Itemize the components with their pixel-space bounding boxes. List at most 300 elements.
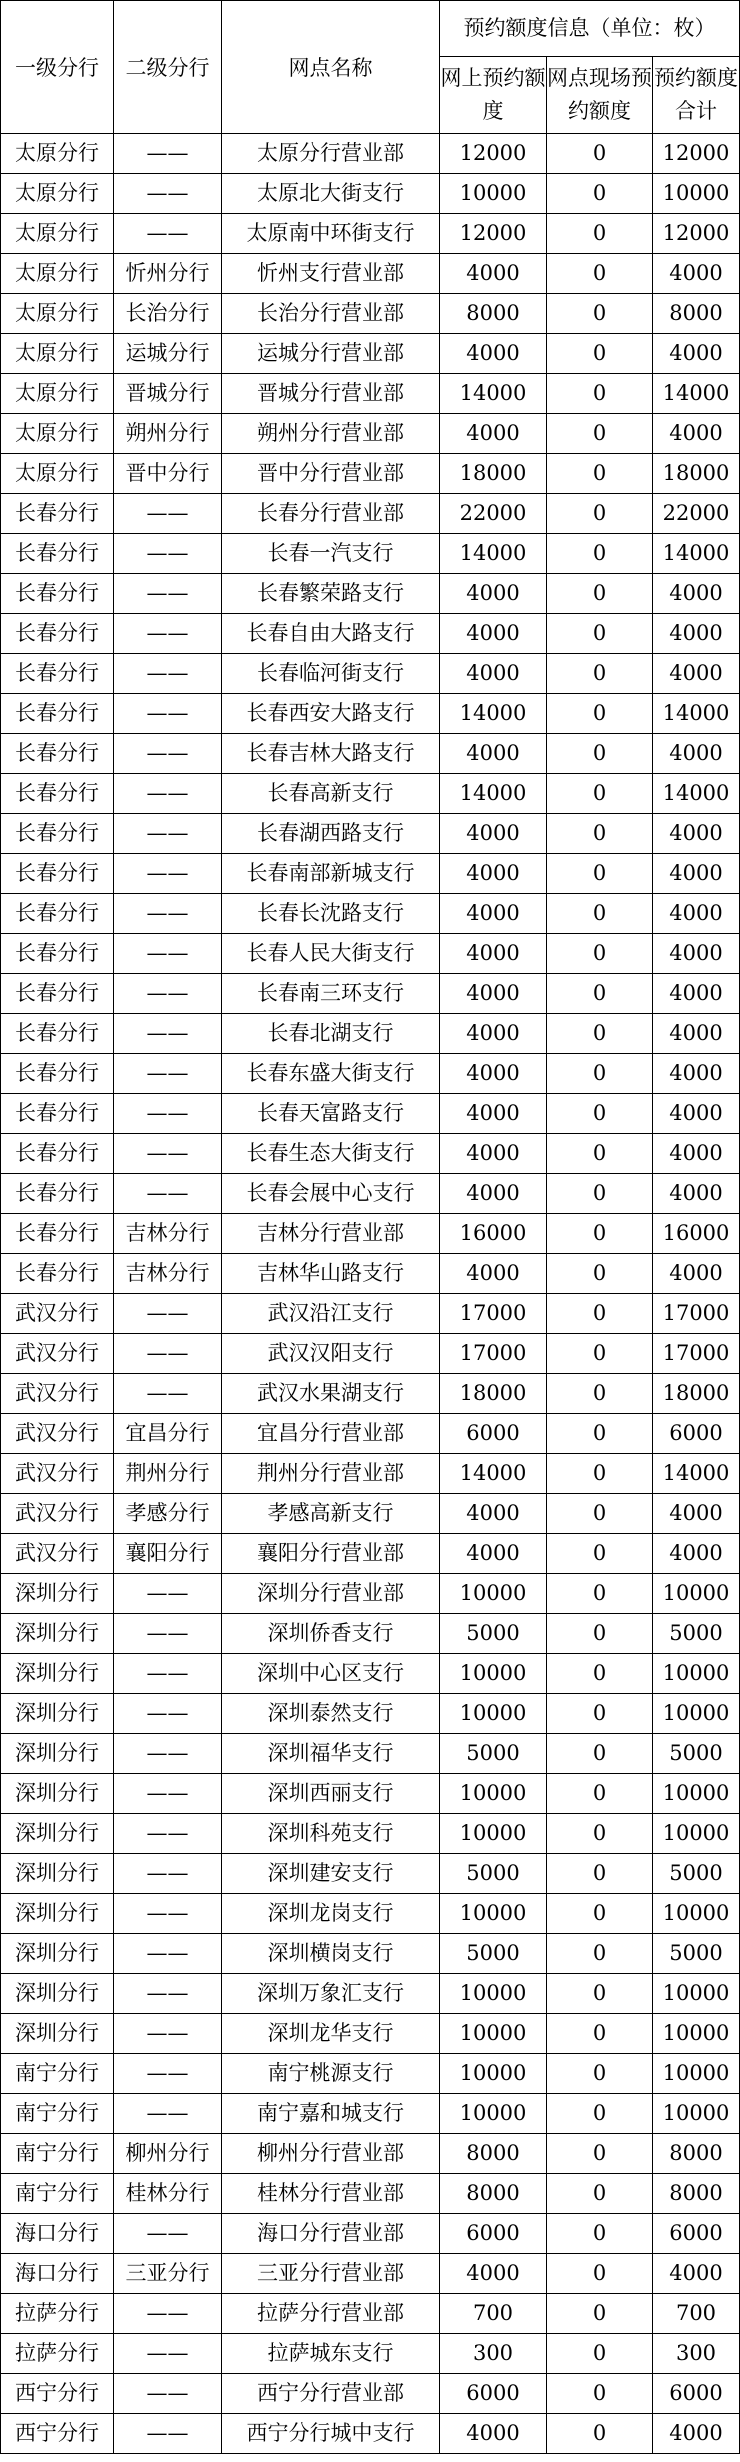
table-row: [1, 1294, 740, 1334]
cell-level2-branch: ——: [114, 1134, 222, 1174]
cell-total-quota: 17000: [653, 1334, 740, 1374]
cell-onsite-quota: 0: [547, 1214, 653, 1254]
cell-level1-branch: 长春分行: [1, 814, 114, 854]
cell-outlet-name: 长春高新支行: [222, 774, 440, 814]
cell-online-quota: 10000: [440, 1694, 547, 1734]
cell-outlet-name: 桂林分行营业部: [222, 2174, 440, 2214]
cell-online-quota: 4000: [440, 934, 547, 974]
table-row: [1, 214, 740, 254]
cell-level2-branch: ——: [114, 1174, 222, 1214]
cell-onsite-quota: 0: [547, 1614, 653, 1654]
table-row: [1, 2014, 740, 2054]
cell-level1-branch: 西宁分行: [1, 2414, 114, 2454]
cell-level2-branch: ——: [114, 2334, 222, 2374]
cell-level1-branch: 长春分行: [1, 774, 114, 814]
cell-level1-branch: 长春分行: [1, 694, 114, 734]
cell-online-quota: 4000: [440, 414, 547, 454]
cell-level1-branch: 武汉分行: [1, 1454, 114, 1494]
table-row: [1, 1454, 740, 1494]
cell-outlet-name: 深圳横岗支行: [222, 1934, 440, 1974]
cell-level2-branch: ——: [114, 1614, 222, 1654]
cell-onsite-quota: 0: [547, 1054, 653, 1094]
cell-level1-branch: 太原分行: [1, 174, 114, 214]
cell-level2-branch: ——: [114, 1814, 222, 1854]
cell-total-quota: 700: [653, 2294, 740, 2334]
cell-onsite-quota: 0: [547, 1294, 653, 1334]
cell-level1-branch: 深圳分行: [1, 1814, 114, 1854]
cell-total-quota: 10000: [653, 1694, 740, 1734]
table-row: [1, 574, 740, 614]
cell-total-quota: 4000: [653, 734, 740, 774]
cell-level1-branch: 长春分行: [1, 894, 114, 934]
cell-level2-branch: ——: [114, 1934, 222, 1974]
cell-onsite-quota: 0: [547, 2214, 653, 2254]
cell-total-quota: 8000: [653, 2134, 740, 2174]
cell-online-quota: 4000: [440, 1494, 547, 1534]
table-row: [1, 2254, 740, 2294]
cell-level1-branch: 深圳分行: [1, 1654, 114, 1694]
cell-outlet-name: 襄阳分行营业部: [222, 1534, 440, 1574]
cell-outlet-name: 拉萨城东支行: [222, 2334, 440, 2374]
cell-level2-branch: 荆州分行: [114, 1454, 222, 1494]
cell-level2-branch: ——: [114, 174, 222, 214]
table-row: [1, 1774, 740, 1814]
cell-level1-branch: 深圳分行: [1, 1974, 114, 2014]
cell-level1-branch: 长春分行: [1, 934, 114, 974]
cell-level1-branch: 深圳分行: [1, 2014, 114, 2054]
cell-online-quota: 4000: [440, 1534, 547, 1574]
table-row: [1, 1734, 740, 1774]
cell-outlet-name: 长春一汽支行: [222, 534, 440, 574]
table-row: [1, 2414, 740, 2454]
cell-level2-branch: ——: [114, 974, 222, 1014]
cell-total-quota: 18000: [653, 1374, 740, 1414]
cell-level2-branch: 运城分行: [114, 334, 222, 374]
cell-level2-branch: ——: [114, 1974, 222, 2014]
cell-onsite-quota: 0: [547, 1414, 653, 1454]
cell-outlet-name: 晋城分行营业部: [222, 374, 440, 414]
cell-online-quota: 10000: [440, 2094, 547, 2134]
cell-level2-branch: ——: [114, 2294, 222, 2334]
table-row: [1, 614, 740, 654]
cell-level2-branch: 忻州分行: [114, 254, 222, 294]
table-row: [1, 294, 740, 334]
cell-onsite-quota: 0: [547, 2374, 653, 2414]
cell-onsite-quota: 0: [547, 1094, 653, 1134]
cell-onsite-quota: 0: [547, 694, 653, 734]
cell-outlet-name: 长春临河街支行: [222, 654, 440, 694]
cell-online-quota: 6000: [440, 1414, 547, 1454]
cell-outlet-name: 深圳万象汇支行: [222, 1974, 440, 2014]
cell-online-quota: 10000: [440, 174, 547, 214]
cell-online-quota: 17000: [440, 1294, 547, 1334]
cell-level1-branch: 长春分行: [1, 654, 114, 694]
header-level1-branch: 一级分行: [1, 1, 114, 134]
cell-onsite-quota: 0: [547, 2254, 653, 2294]
cell-outlet-name: 长春生态大街支行: [222, 1134, 440, 1174]
cell-onsite-quota: 0: [547, 254, 653, 294]
cell-outlet-name: 长春南三环支行: [222, 974, 440, 1014]
cell-onsite-quota: 0: [547, 1734, 653, 1774]
cell-onsite-quota: 0: [547, 1334, 653, 1374]
table-row: [1, 854, 740, 894]
cell-level2-branch: ——: [114, 1694, 222, 1734]
cell-online-quota: 10000: [440, 1894, 547, 1934]
cell-level1-branch: 西宁分行: [1, 2374, 114, 2414]
cell-total-quota: 4000: [653, 1254, 740, 1294]
cell-level2-branch: ——: [114, 534, 222, 574]
cell-outlet-name: 柳州分行营业部: [222, 2134, 440, 2174]
cell-total-quota: 4000: [653, 1494, 740, 1534]
cell-online-quota: 14000: [440, 694, 547, 734]
cell-total-quota: 16000: [653, 1214, 740, 1254]
cell-level1-branch: 太原分行: [1, 454, 114, 494]
cell-total-quota: 4000: [653, 254, 740, 294]
cell-level1-branch: 长春分行: [1, 1174, 114, 1214]
cell-level2-branch: 襄阳分行: [114, 1534, 222, 1574]
cell-total-quota: 4000: [653, 1054, 740, 1094]
cell-total-quota: 4000: [653, 2414, 740, 2454]
cell-onsite-quota: 0: [547, 1134, 653, 1174]
table-row: [1, 2374, 740, 2414]
cell-online-quota: 4000: [440, 2254, 547, 2294]
cell-level2-branch: 吉林分行: [114, 1254, 222, 1294]
table-row: [1, 174, 740, 214]
cell-level1-branch: 深圳分行: [1, 1774, 114, 1814]
cell-online-quota: 4000: [440, 654, 547, 694]
cell-onsite-quota: 0: [547, 414, 653, 454]
cell-total-quota: 4000: [653, 2254, 740, 2294]
cell-level2-branch: 宜昌分行: [114, 1414, 222, 1454]
cell-level1-branch: 太原分行: [1, 334, 114, 374]
cell-outlet-name: 深圳龙岗支行: [222, 1894, 440, 1934]
table-row: [1, 814, 740, 854]
cell-online-quota: 14000: [440, 774, 547, 814]
table-row: [1, 254, 740, 294]
cell-level2-branch: ——: [114, 1774, 222, 1814]
table-row: [1, 1254, 740, 1294]
table-row: [1, 1054, 740, 1094]
cell-level2-branch: ——: [114, 2214, 222, 2254]
cell-outlet-name: 深圳龙华支行: [222, 2014, 440, 2054]
cell-online-quota: 4000: [440, 814, 547, 854]
cell-level2-branch: ——: [114, 894, 222, 934]
cell-onsite-quota: 0: [547, 774, 653, 814]
cell-online-quota: 14000: [440, 374, 547, 414]
cell-level1-branch: 长春分行: [1, 1134, 114, 1174]
cell-outlet-name: 长治分行营业部: [222, 294, 440, 334]
table-row: [1, 1174, 740, 1214]
cell-level2-branch: ——: [114, 1894, 222, 1934]
cell-total-quota: 5000: [653, 1854, 740, 1894]
cell-level2-branch: ——: [114, 734, 222, 774]
cell-onsite-quota: 0: [547, 1934, 653, 1974]
cell-level2-branch: ——: [114, 2414, 222, 2454]
table-row: [1, 2054, 740, 2094]
cell-outlet-name: 孝感高新支行: [222, 1494, 440, 1534]
cell-level2-branch: ——: [114, 1334, 222, 1374]
cell-total-quota: 4000: [653, 854, 740, 894]
cell-outlet-name: 太原北大街支行: [222, 174, 440, 214]
cell-level1-branch: 太原分行: [1, 254, 114, 294]
cell-total-quota: 4000: [653, 894, 740, 934]
cell-level1-branch: 拉萨分行: [1, 2334, 114, 2374]
cell-total-quota: 10000: [653, 1654, 740, 1694]
table-row: [1, 894, 740, 934]
cell-level1-branch: 长春分行: [1, 1254, 114, 1294]
cell-online-quota: 10000: [440, 1774, 547, 1814]
cell-online-quota: 14000: [440, 534, 547, 574]
table-row: [1, 1374, 740, 1414]
cell-online-quota: 10000: [440, 2054, 547, 2094]
table-row: [1, 2134, 740, 2174]
table-row: [1, 1334, 740, 1374]
cell-outlet-name: 长春北湖支行: [222, 1014, 440, 1054]
cell-total-quota: 22000: [653, 494, 740, 534]
table-row: [1, 1014, 740, 1054]
cell-total-quota: 18000: [653, 454, 740, 494]
cell-onsite-quota: 0: [547, 2334, 653, 2374]
cell-online-quota: 10000: [440, 1974, 547, 2014]
cell-level1-branch: 海口分行: [1, 2254, 114, 2294]
table-row: [1, 1654, 740, 1694]
cell-outlet-name: 朔州分行营业部: [222, 414, 440, 454]
cell-level1-branch: 长春分行: [1, 974, 114, 1014]
cell-total-quota: 6000: [653, 2374, 740, 2414]
cell-outlet-name: 三亚分行营业部: [222, 2254, 440, 2294]
table-row: [1, 974, 740, 1014]
cell-outlet-name: 太原南中环街支行: [222, 214, 440, 254]
cell-outlet-name: 长春长沈路支行: [222, 894, 440, 934]
cell-level2-branch: ——: [114, 614, 222, 654]
cell-level2-branch: 朔州分行: [114, 414, 222, 454]
cell-level2-branch: ——: [114, 2374, 222, 2414]
table-row: [1, 2174, 740, 2214]
table-row: [1, 2334, 740, 2374]
cell-outlet-name: 深圳侨香支行: [222, 1614, 440, 1654]
cell-total-quota: 4000: [653, 974, 740, 1014]
cell-onsite-quota: 0: [547, 974, 653, 1014]
cell-level1-branch: 长春分行: [1, 574, 114, 614]
cell-outlet-name: 武汉水果湖支行: [222, 1374, 440, 1414]
cell-onsite-quota: 0: [547, 2414, 653, 2454]
cell-outlet-name: 长春人民大街支行: [222, 934, 440, 974]
table-row: [1, 494, 740, 534]
cell-total-quota: 10000: [653, 2014, 740, 2054]
cell-onsite-quota: 0: [547, 1174, 653, 1214]
header-online-quota: 网上预约额度: [440, 57, 547, 134]
cell-onsite-quota: 0: [547, 1534, 653, 1574]
cell-online-quota: 4000: [440, 574, 547, 614]
cell-total-quota: 6000: [653, 2214, 740, 2254]
cell-total-quota: 12000: [653, 214, 740, 254]
table-row: [1, 2294, 740, 2334]
header-quota-group: 预约额度信息（单位：枚）: [440, 1, 740, 57]
cell-level2-branch: 孝感分行: [114, 1494, 222, 1534]
cell-outlet-name: 晋中分行营业部: [222, 454, 440, 494]
cell-level1-branch: 深圳分行: [1, 1854, 114, 1894]
cell-outlet-name: 深圳分行营业部: [222, 1574, 440, 1614]
cell-online-quota: 4000: [440, 614, 547, 654]
cell-online-quota: 10000: [440, 1814, 547, 1854]
cell-level2-branch: ——: [114, 1294, 222, 1334]
cell-outlet-name: 海口分行营业部: [222, 2214, 440, 2254]
table-row: [1, 414, 740, 454]
cell-online-quota: 16000: [440, 1214, 547, 1254]
cell-outlet-name: 长春繁荣路支行: [222, 574, 440, 614]
cell-onsite-quota: 0: [547, 1774, 653, 1814]
cell-online-quota: 4000: [440, 1134, 547, 1174]
cell-online-quota: 8000: [440, 2134, 547, 2174]
cell-level2-branch: ——: [114, 1654, 222, 1694]
cell-onsite-quota: 0: [547, 1374, 653, 1414]
cell-outlet-name: 长春会展中心支行: [222, 1174, 440, 1214]
cell-online-quota: 700: [440, 2294, 547, 2334]
cell-onsite-quota: 0: [547, 494, 653, 534]
cell-level2-branch: ——: [114, 654, 222, 694]
cell-total-quota: 4000: [653, 1534, 740, 1574]
cell-level2-branch: ——: [114, 2054, 222, 2094]
cell-total-quota: 4000: [653, 1134, 740, 1174]
cell-outlet-name: 吉林华山路支行: [222, 1254, 440, 1294]
cell-level2-branch: ——: [114, 494, 222, 534]
cell-total-quota: 14000: [653, 774, 740, 814]
cell-level2-branch: ——: [114, 134, 222, 174]
cell-level1-branch: 长春分行: [1, 1054, 114, 1094]
cell-online-quota: 5000: [440, 1934, 547, 1974]
cell-level2-branch: ——: [114, 814, 222, 854]
cell-level2-branch: 柳州分行: [114, 2134, 222, 2174]
table-row: [1, 534, 740, 574]
cell-online-quota: 12000: [440, 134, 547, 174]
cell-outlet-name: 忻州支行营业部: [222, 254, 440, 294]
cell-total-quota: 10000: [653, 1574, 740, 1614]
cell-level1-branch: 武汉分行: [1, 1294, 114, 1334]
cell-outlet-name: 长春自由大路支行: [222, 614, 440, 654]
cell-level2-branch: 桂林分行: [114, 2174, 222, 2214]
cell-outlet-name: 长春东盛大街支行: [222, 1054, 440, 1094]
cell-online-quota: 8000: [440, 294, 547, 334]
cell-onsite-quota: 0: [547, 1494, 653, 1534]
cell-total-quota: 4000: [653, 414, 740, 454]
table-row: [1, 1974, 740, 2014]
cell-level2-branch: ——: [114, 934, 222, 974]
cell-outlet-name: 太原分行营业部: [222, 134, 440, 174]
cell-level2-branch: ——: [114, 2014, 222, 2054]
cell-outlet-name: 深圳福华支行: [222, 1734, 440, 1774]
cell-total-quota: 10000: [653, 2054, 740, 2094]
cell-level1-branch: 太原分行: [1, 374, 114, 414]
table-row: [1, 654, 740, 694]
cell-online-quota: 10000: [440, 1574, 547, 1614]
cell-onsite-quota: 0: [547, 174, 653, 214]
cell-level1-branch: 太原分行: [1, 134, 114, 174]
cell-level1-branch: 南宁分行: [1, 2174, 114, 2214]
table-row: [1, 694, 740, 734]
cell-onsite-quota: 0: [547, 1254, 653, 1294]
cell-level2-branch: ——: [114, 1734, 222, 1774]
cell-online-quota: 4000: [440, 1254, 547, 1294]
cell-level2-branch: ——: [114, 214, 222, 254]
table-row: [1, 1414, 740, 1454]
table-row: [1, 1094, 740, 1134]
cell-onsite-quota: 0: [547, 454, 653, 494]
cell-onsite-quota: 0: [547, 734, 653, 774]
header-total-quota: 预约额度合计: [653, 57, 740, 134]
cell-level1-branch: 武汉分行: [1, 1534, 114, 1574]
cell-level1-branch: 长春分行: [1, 534, 114, 574]
cell-onsite-quota: 0: [547, 1574, 653, 1614]
cell-total-quota: 10000: [653, 174, 740, 214]
cell-outlet-name: 长春天富路支行: [222, 1094, 440, 1134]
cell-onsite-quota: 0: [547, 334, 653, 374]
cell-level1-branch: 拉萨分行: [1, 2294, 114, 2334]
cell-level2-branch: ——: [114, 1094, 222, 1134]
cell-level2-branch: ——: [114, 694, 222, 734]
cell-level2-branch: ——: [114, 854, 222, 894]
cell-onsite-quota: 0: [547, 814, 653, 854]
cell-online-quota: 4000: [440, 854, 547, 894]
table-row: [1, 1134, 740, 1174]
cell-total-quota: 5000: [653, 1614, 740, 1654]
cell-outlet-name: 长春湖西路支行: [222, 814, 440, 854]
cell-total-quota: 4000: [653, 334, 740, 374]
cell-level1-branch: 长春分行: [1, 734, 114, 774]
cell-level1-branch: 长春分行: [1, 1014, 114, 1054]
cell-onsite-quota: 0: [547, 2014, 653, 2054]
cell-level1-branch: 南宁分行: [1, 2134, 114, 2174]
cell-level1-branch: 深圳分行: [1, 1574, 114, 1614]
cell-outlet-name: 运城分行营业部: [222, 334, 440, 374]
cell-level1-branch: 南宁分行: [1, 2054, 114, 2094]
table-row: [1, 134, 740, 174]
header-outlet-name: 网点名称: [222, 1, 440, 134]
cell-outlet-name: 深圳中心区支行: [222, 1654, 440, 1694]
cell-total-quota: 10000: [653, 1774, 740, 1814]
cell-level1-branch: 武汉分行: [1, 1334, 114, 1374]
cell-level2-branch: 晋城分行: [114, 374, 222, 414]
cell-level1-branch: 武汉分行: [1, 1494, 114, 1534]
cell-onsite-quota: 0: [547, 2134, 653, 2174]
cell-outlet-name: 武汉沿江支行: [222, 1294, 440, 1334]
cell-online-quota: 4000: [440, 1054, 547, 1094]
table-row: [1, 1494, 740, 1534]
cell-level2-branch: ——: [114, 574, 222, 614]
cell-outlet-name: 武汉汉阳支行: [222, 1334, 440, 1374]
cell-online-quota: 6000: [440, 2374, 547, 2414]
table-body: [1, 134, 740, 2454]
cell-total-quota: 4000: [653, 614, 740, 654]
table-row: [1, 1814, 740, 1854]
cell-onsite-quota: 0: [547, 214, 653, 254]
cell-online-quota: 18000: [440, 454, 547, 494]
cell-onsite-quota: 0: [547, 574, 653, 614]
cell-onsite-quota: 0: [547, 2094, 653, 2134]
cell-onsite-quota: 0: [547, 934, 653, 974]
cell-level1-branch: 深圳分行: [1, 1614, 114, 1654]
cell-total-quota: 14000: [653, 534, 740, 574]
cell-total-quota: 14000: [653, 694, 740, 734]
cell-level2-branch: ——: [114, 774, 222, 814]
cell-total-quota: 10000: [653, 1894, 740, 1934]
cell-online-quota: 4000: [440, 1014, 547, 1054]
table-row: [1, 334, 740, 374]
cell-level1-branch: 长春分行: [1, 1214, 114, 1254]
cell-online-quota: 12000: [440, 214, 547, 254]
table-row: [1, 2094, 740, 2134]
cell-onsite-quota: 0: [547, 294, 653, 334]
cell-total-quota: 10000: [653, 2094, 740, 2134]
